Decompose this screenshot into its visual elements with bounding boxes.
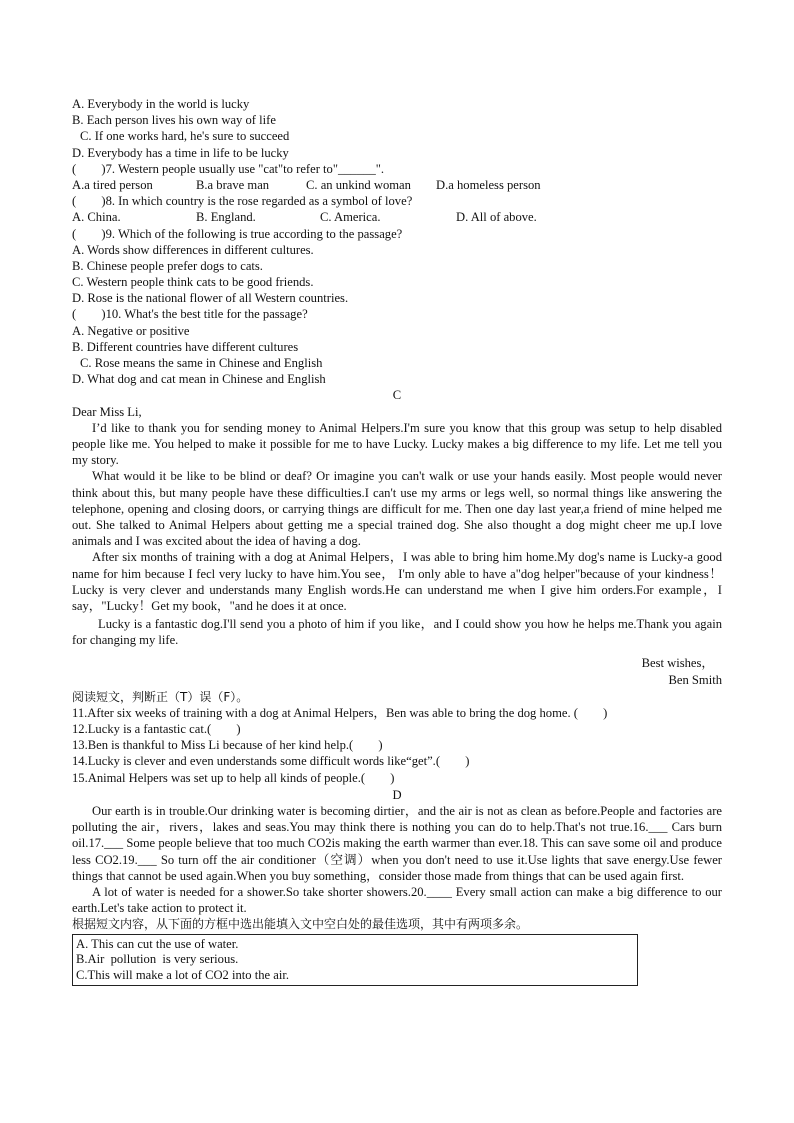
statement-13: 13.Ben is thankful to Miss Li because of her kind help.( ): [72, 738, 383, 753]
option-9d: D. Rose is the national flower of all Western countries.: [72, 291, 349, 306]
letter-signature: Ben Smith: [668, 672, 722, 687]
option-10c: C. Rose means the same in Chinese and English: [80, 356, 323, 370]
section-d-heading: D: [392, 787, 402, 802]
option-6b: B. Each person lives his own way of life: [72, 113, 276, 128]
box-option-c: C.This will make a lot of CO2 into the air.: [76, 968, 290, 983]
letter-closing: Best wishes，: [641, 655, 714, 670]
option-7d: D.a homeless person: [436, 177, 541, 192]
option-9c: C. Western people think cats to be good friends.: [72, 275, 314, 290]
fill-blank-instruction: 根据短文内容，从下面的方框中选出能填入文中空白处的最佳选项，其中有两项多余。: [72, 917, 529, 932]
option-7b: B.a brave man: [196, 177, 270, 192]
letter-salutation: Dear Miss Li,: [72, 404, 142, 419]
option-9a: A. Words show differences in different cultures.: [72, 242, 314, 257]
option-6d: D. Everybody has a time in life to be lucky: [72, 145, 289, 160]
option-8a: A. China.: [72, 210, 121, 225]
statement-15: 15.Animal Helpers was set up to help all kinds of people.( ): [72, 770, 395, 785]
option-10b: B. Different countries have different cultures: [72, 339, 299, 354]
section-c-heading: C: [392, 388, 402, 403]
option-10d: D. What dog and cat mean in Chinese and English: [72, 372, 326, 387]
option-6c: C. If one works hard, he's sure to succeed: [80, 129, 290, 144]
option-8c: C. America.: [320, 210, 381, 225]
letter-paragraph-2: What would it be like to be blind or deaf? Or imagine you can't walk or use your hands easily. Most people would never think about this, but many people have these difficulties.I can't use my arms or legs well, so normal things like answering the telephone, opening and closing doors, or carrying things are difficult for me. Then one day last year,a friend of mine helped me out. She talked to Animal Helpers about getting me a special trained dog. She also thought a dog might cheer me up.I love animals and I was excited about the idea of having a dog.: [72, 469, 722, 549]
question-6-options: [72, 96, 722, 161]
option-9b: B. Chinese people prefer dogs to cats.: [72, 258, 263, 273]
statement-12: 12.Lucky is a fantastic cat.( ): [72, 721, 241, 736]
box-option-a: A. This can cut the use of water.: [76, 936, 239, 951]
options-box: [72, 934, 638, 986]
letter-paragraph-1: I’d like to thank you for sending money to Animal Helpers.I'm sure you know that this group was setup to help disabled people like me. You helped to make it possible for me to have Lucky. Lucky makes a big difference to my life. Let me tell you my story.: [72, 420, 722, 468]
letter-paragraph-4: Lucky is a fantastic dog.I'll send you a photo of him if you like，and I could show you how he helps me.Thank you again for changing my life.: [72, 617, 722, 648]
box-option-b: B.Air pollution is very serious.: [76, 952, 239, 967]
option-6a: A. Everybody in the world is lucky: [72, 97, 250, 111]
question-7-options: [72, 177, 722, 193]
true-false-instruction: 阅读短文，判断正（T）误（F）。: [72, 689, 249, 704]
statement-14: 14.Lucky is clever and even understands some difficult words like“get”.( ): [72, 754, 470, 769]
passage-d-paragraph-2: A lot of water is needed for a shower.So take shorter showers.20.____ Every small action can make a big difference to our earth.Let's take action to protect it.: [72, 884, 722, 916]
option-8b: B. England.: [196, 210, 256, 225]
worksheet-page: [72, 96, 722, 986]
question-10: ( )10. What's the best title for the passage?: [72, 307, 308, 322]
question-8-options: [72, 209, 722, 225]
option-7c: C. an unkind woman: [306, 177, 411, 192]
question-7: ( )7. Western people usually use "cat"to refer to"______".: [72, 161, 385, 176]
option-10a: A. Negative or positive: [72, 323, 190, 338]
question-9: ( )9. Which of the following is true according to the passage?: [72, 226, 403, 241]
question-8: ( )8. In which country is the rose regarded as a symbol of love?: [72, 194, 413, 209]
passage-d-paragraph-1: Our earth is in trouble.Our drinking water is becoming dirtier，and the air is not as clean as before.People and factories are polluting the air，rivers，lakes and seas.You may think there is nothing you can do to help.That's not true.16.___ Cars burn oil.17.___ Some people believe that too much CO2is making the earth warmer than ever.18. This can save some oil and produce less CO2.19.___ So turn off the air conditioner（空调）when you don't need to use it.Use lights that save energy.Use fewer things that cannot be used again.When you buy something，consider those made from things that can be used again first.: [72, 803, 722, 883]
statement-11: 11.After six weeks of training with a dog at Animal Helpers，Ben was able to bring the dog home. ( ): [72, 705, 608, 720]
option-8d: D. All of above.: [456, 210, 537, 225]
letter-paragraph-3: After six months of training with a dog at Animal Helpers，I was able to bring him home.My dog's name is Lucky-a good name for him because I fecl very lucky to have him.You see， I'm only able to have a"dog helper"because of your kindness！Lucky is very clever and understands many English words.He can understand me when I give him orders.For example，I say，"Lucky！Get my book，"and he does it at once.: [72, 550, 722, 613]
option-7a: A.a tired person: [72, 177, 153, 192]
